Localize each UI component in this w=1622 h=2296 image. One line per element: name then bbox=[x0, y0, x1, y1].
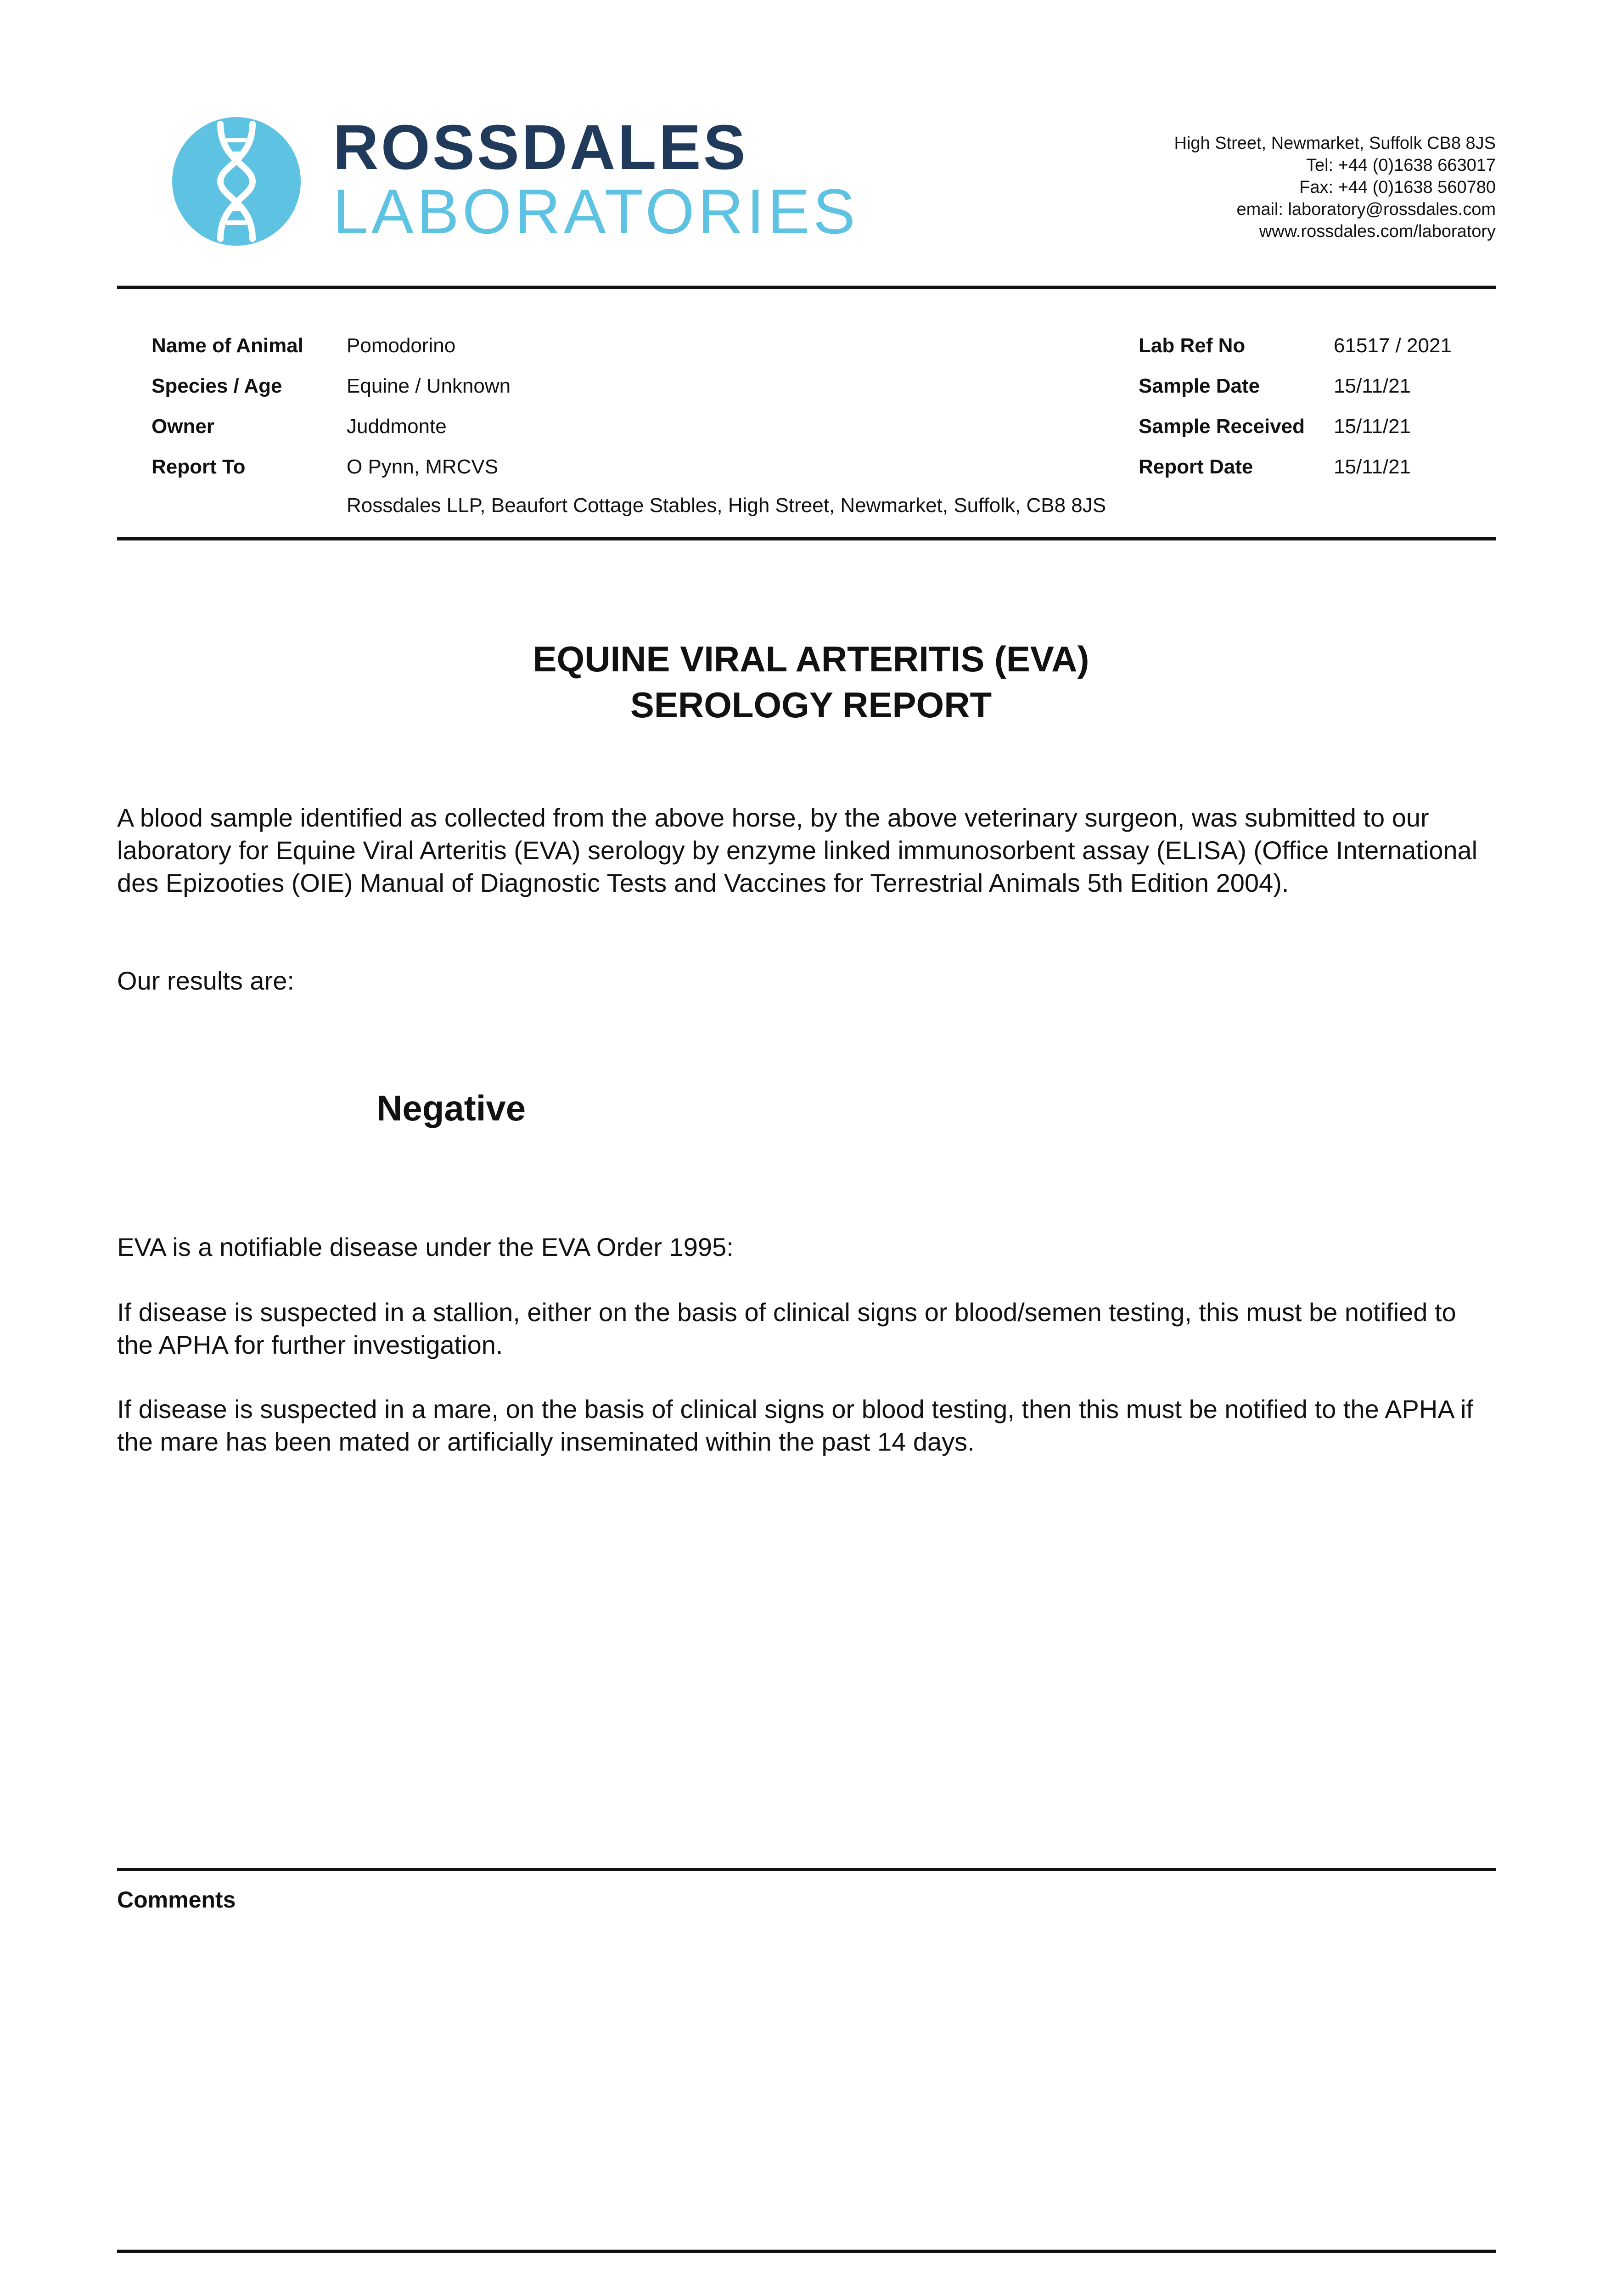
sample-received-value: 15/11/21 bbox=[1334, 415, 1411, 438]
owner-label: Owner bbox=[152, 415, 214, 438]
contact-address: High Street, Newmarket, Suffolk CB8 8JS bbox=[1174, 134, 1496, 153]
intro-paragraph: A blood sample identified as collected from the above horse, by the above veterinary surgeon, was submitted to our laboratory for Equine Viral Arteritis (EVA) serology by enzyme linked immunosorbent assay (ELISA) (Office International des Epizooties (OIE) Manual of Diagnostic Tests and Vaccines for Terrestrial Animals 5th Edition 2004). bbox=[117, 803, 1478, 897]
contact-email: email: laboratory@rossdales.com bbox=[1236, 200, 1496, 219]
report-date-label: Report Date bbox=[1139, 456, 1253, 478]
name-of-animal-value: Pomodorino bbox=[347, 334, 456, 357]
report-date-value: 15/11/21 bbox=[1334, 456, 1411, 478]
comments-label: Comments bbox=[117, 1887, 236, 1913]
sample-date-value: 15/11/21 bbox=[1334, 375, 1411, 397]
footer-divider bbox=[117, 2250, 1496, 2253]
report-title-line1: EQUINE VIRAL ARTERITIS (EVA) bbox=[533, 639, 1089, 679]
logo-wordmark-line2: LABORATORIES bbox=[333, 176, 859, 247]
result-value: Negative bbox=[376, 1088, 526, 1128]
dna-logo-icon bbox=[172, 117, 301, 246]
owner-value: Juddmonte bbox=[347, 415, 447, 438]
stallion-note: If disease is suspected in a stallion, either on the basis of clinical signs or blood/semen testing, this must be notified to the APHA for further investigation. bbox=[117, 1298, 1456, 1359]
report-to-address: Rossdales LLP, Beaufort Cottage Stables, High Street, Newmarket, Suffolk, CB8 8JS bbox=[347, 494, 1106, 517]
sample-received-label: Sample Received bbox=[1139, 415, 1305, 438]
header-divider bbox=[117, 286, 1496, 289]
comments-divider bbox=[117, 1868, 1496, 1871]
notifiable-statement: EVA is a notifiable disease under the EVA Order 1995: bbox=[117, 1232, 734, 1261]
sample-date-label: Sample Date bbox=[1139, 375, 1260, 397]
info-divider bbox=[117, 537, 1496, 540]
contact-tel: Tel: +44 (0)1638 663017 bbox=[1306, 156, 1496, 175]
contact-website: www.rossdales.com/laboratory bbox=[1259, 222, 1496, 241]
report-title-line2: SEROLOGY REPORT bbox=[630, 685, 992, 725]
report-to-label: Report To bbox=[152, 456, 246, 478]
logo-wordmark-line1: ROSSDALES bbox=[333, 112, 748, 183]
species-age-value: Equine / Unknown bbox=[347, 375, 511, 397]
contact-block bbox=[1174, 132, 1496, 242]
name-of-animal-label: Name of Animal bbox=[152, 334, 303, 357]
lab-ref-value: 61517 / 2021 bbox=[1334, 334, 1452, 357]
species-age-label: Species / Age bbox=[152, 375, 282, 397]
lab-ref-label: Lab Ref No bbox=[1139, 334, 1246, 357]
mare-note: If disease is suspected in a mare, on the basis of clinical signs or blood testing, then this must be notified to the APHA if the mare has been mated or artificially inseminated within the past 14 days. bbox=[117, 1395, 1474, 1456]
results-intro: Our results are: bbox=[117, 966, 294, 995]
contact-fax: Fax: +44 (0)1638 560780 bbox=[1299, 178, 1496, 197]
report-to-value: O Pynn, MRCVS bbox=[347, 456, 499, 478]
